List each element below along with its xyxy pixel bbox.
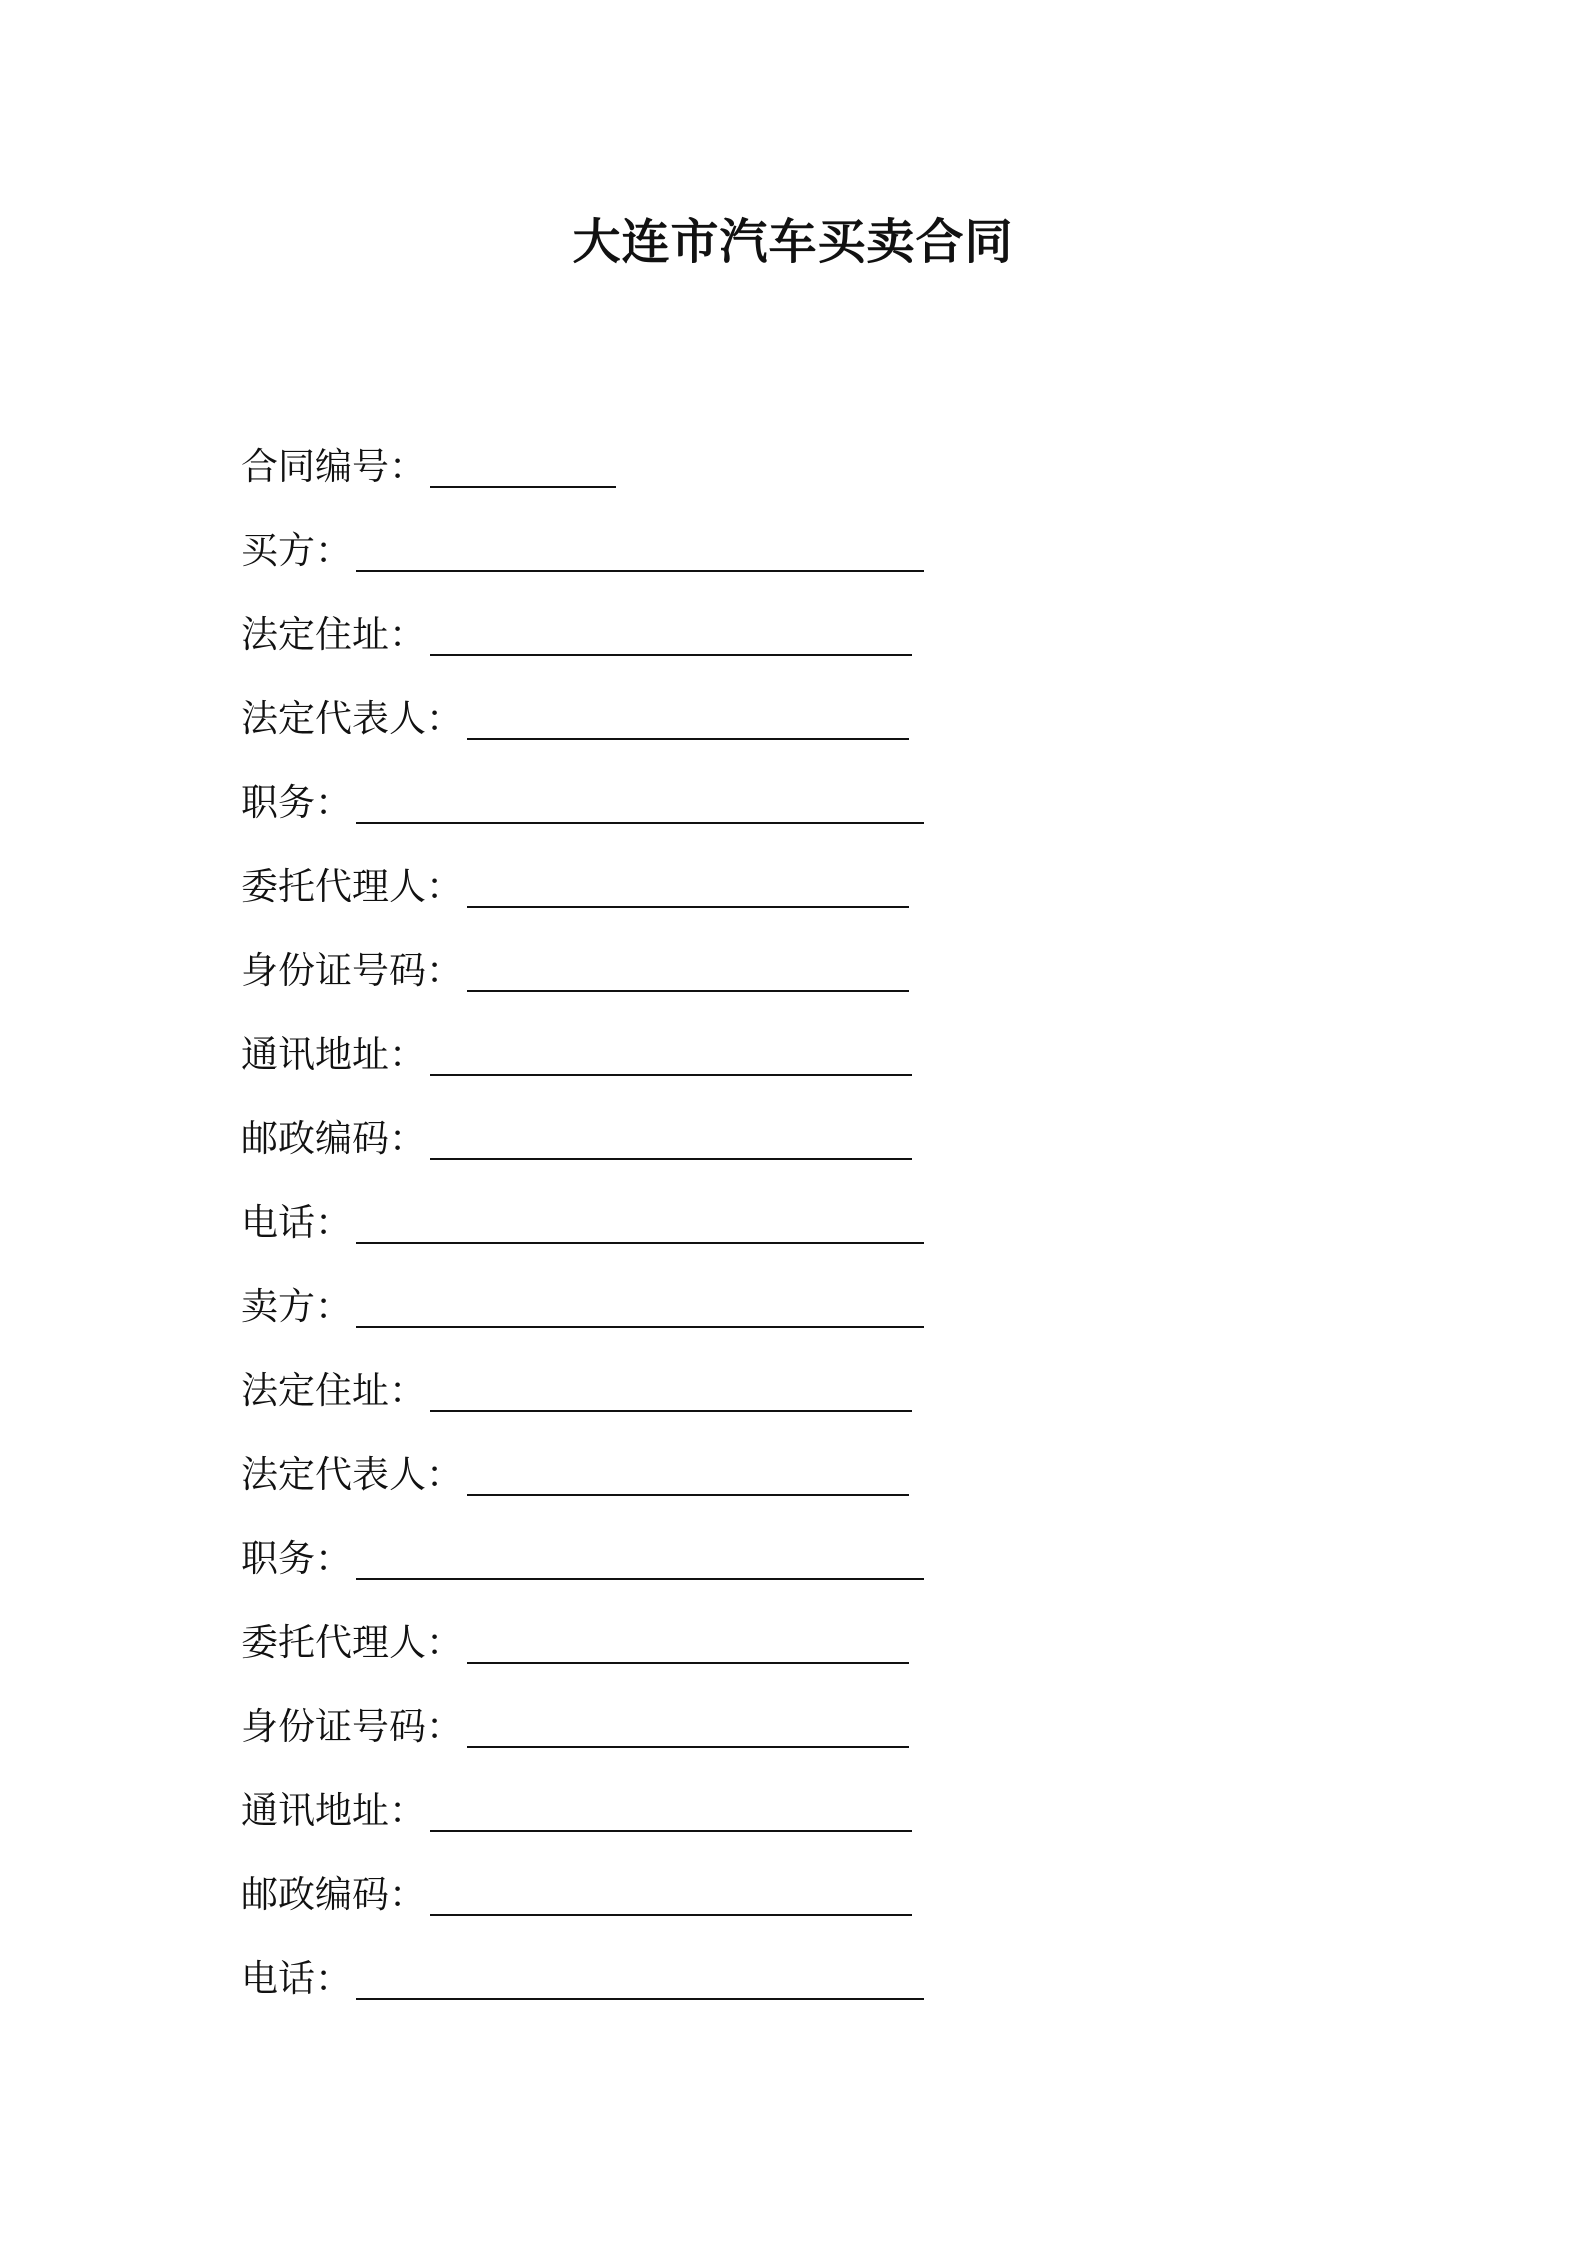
field-label: 委托代理人： <box>241 865 463 908</box>
fill-in-blank[interactable] <box>356 1202 924 1244</box>
field-row <box>241 1332 1341 1416</box>
field-label: 法定住址： <box>241 613 426 656</box>
fill-in-blank[interactable] <box>356 1538 924 1580</box>
fill-in-blank[interactable] <box>467 1622 909 1664</box>
field-row <box>241 660 1341 744</box>
field-label: 通讯地址： <box>241 1033 426 1076</box>
field-label: 买方： <box>241 529 352 572</box>
field-label: 合同编号： <box>241 445 426 488</box>
document-title: 大连市汽车买卖合同 <box>572 214 1014 270</box>
fill-in-blank[interactable] <box>467 698 909 740</box>
fill-in-blank[interactable] <box>467 1454 909 1496</box>
field-row <box>241 828 1341 912</box>
field-row <box>241 408 1341 492</box>
fill-in-blank[interactable] <box>430 614 912 656</box>
field-row <box>241 1836 1341 1920</box>
field-label: 法定代表人： <box>241 1453 463 1496</box>
fill-in-blank[interactable] <box>430 1874 912 1916</box>
field-row <box>241 576 1341 660</box>
fill-in-blank[interactable] <box>430 1790 912 1832</box>
field-row <box>241 1080 1341 1164</box>
field-row <box>241 1500 1341 1584</box>
field-label: 卖方： <box>241 1285 352 1328</box>
field-label: 法定住址： <box>241 1369 426 1412</box>
fill-in-blank[interactable] <box>356 782 924 824</box>
field-row <box>241 1668 1341 1752</box>
fill-in-blank[interactable] <box>467 866 909 908</box>
field-row <box>241 912 1341 996</box>
fill-in-blank[interactable] <box>430 446 616 488</box>
field-row <box>241 1248 1341 1332</box>
field-label: 邮政编码： <box>241 1873 426 1916</box>
field-row <box>241 1752 1341 1836</box>
field-label: 身份证号码： <box>241 949 463 992</box>
field-label: 身份证号码： <box>241 1705 463 1748</box>
field-row <box>241 744 1341 828</box>
fill-in-blank[interactable] <box>430 1370 912 1412</box>
field-label: 电话： <box>241 1957 352 2000</box>
field-row <box>241 1920 1341 2004</box>
fill-in-blank[interactable] <box>356 530 924 572</box>
field-label: 邮政编码： <box>241 1117 426 1160</box>
fill-in-blank[interactable] <box>430 1034 912 1076</box>
field-row <box>241 1416 1341 1500</box>
fill-in-blank[interactable] <box>430 1118 912 1160</box>
field-row <box>241 996 1341 1080</box>
contract-form <box>241 408 1341 2004</box>
field-label: 职务： <box>241 1537 352 1580</box>
field-label: 职务： <box>241 781 352 824</box>
fill-in-blank[interactable] <box>356 1286 924 1328</box>
field-label: 法定代表人： <box>241 697 463 740</box>
fill-in-blank[interactable] <box>356 1958 924 2000</box>
field-label: 通讯地址： <box>241 1789 426 1832</box>
fill-in-blank[interactable] <box>467 1706 909 1748</box>
field-label: 委托代理人： <box>241 1621 463 1664</box>
field-row <box>241 492 1341 576</box>
fill-in-blank[interactable] <box>467 950 909 992</box>
field-row <box>241 1164 1341 1248</box>
field-row <box>241 1584 1341 1668</box>
field-label: 电话： <box>241 1201 352 1244</box>
